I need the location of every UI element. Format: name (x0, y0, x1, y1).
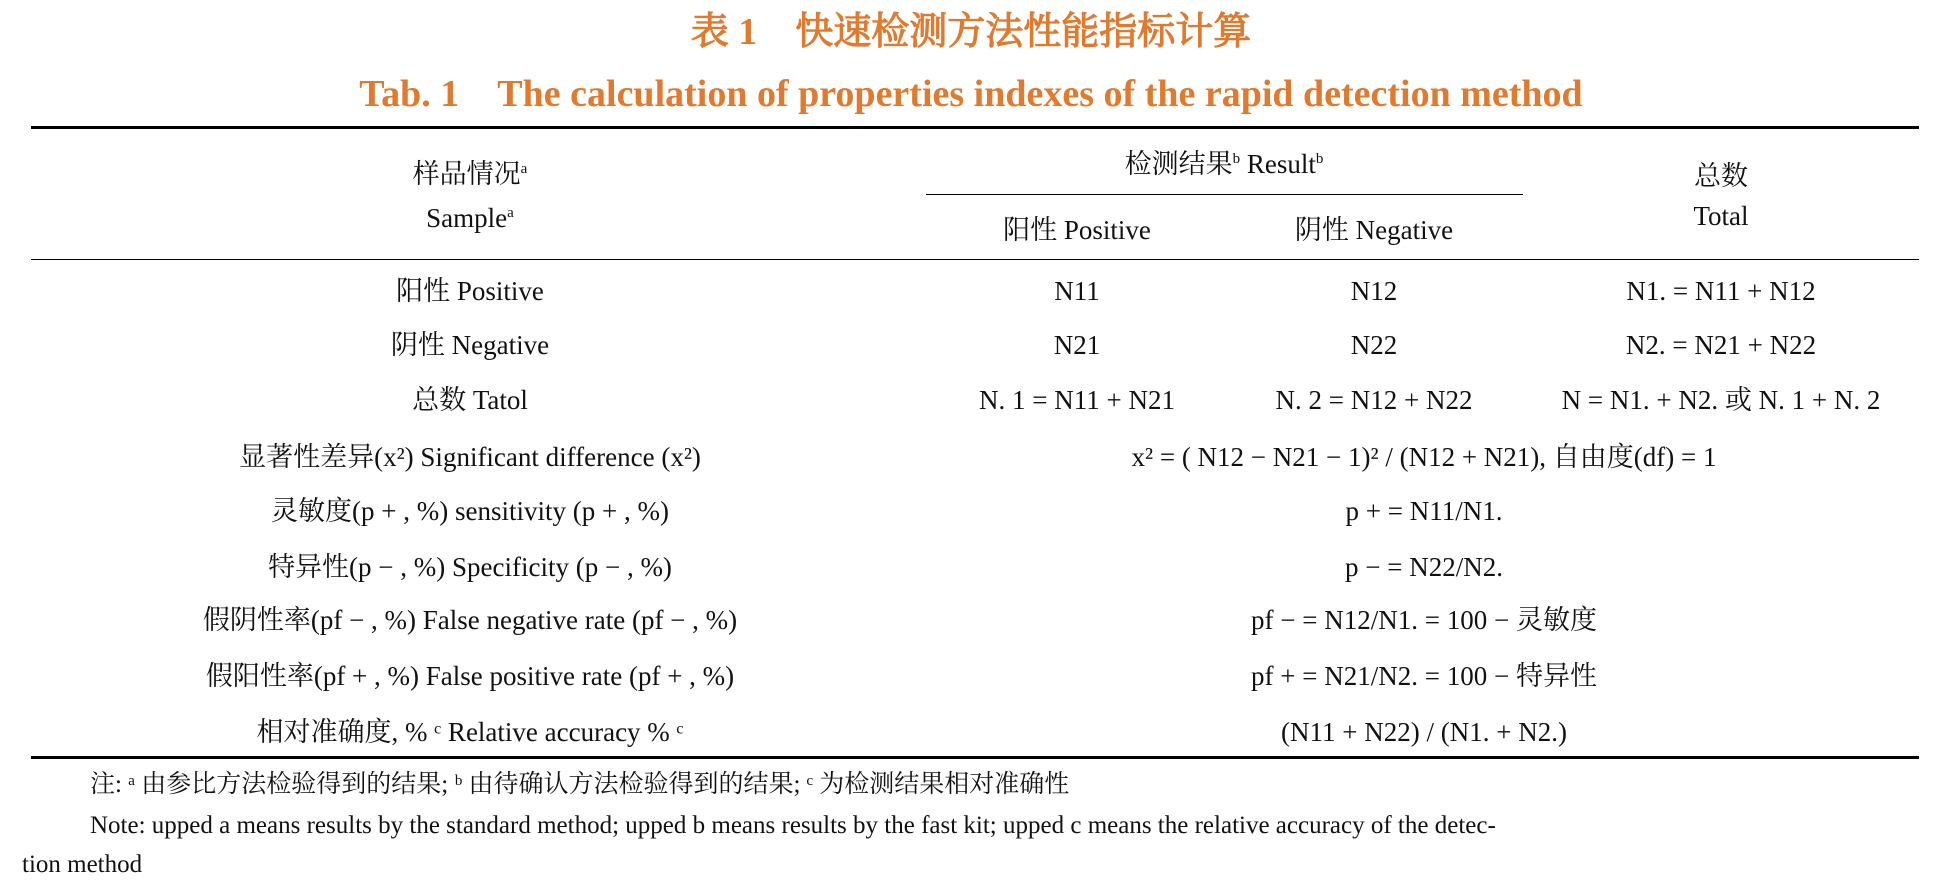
header-subrule (926, 194, 1523, 195)
header-negative: 阴性 Negative (1294, 215, 1454, 245)
header-rule (31, 259, 1919, 260)
header-sample-en: Sample$^a$ (426, 203, 514, 233)
row-label: 假阴性率(pf − , %) False negative rate (pf − , %) (202, 605, 738, 635)
row-formula: (N11 + N22) / (N1. + N2.) (1281, 717, 1567, 747)
cell-positive: N11 (1054, 276, 1100, 306)
row-label: 阳性 Positive (396, 276, 544, 306)
row-formula: pf + = N21/N2. = 100 − 特异性 (1251, 661, 1597, 691)
header-total-en: Total (1693, 201, 1749, 231)
row-formula: p + = N11/N1. (1345, 496, 1503, 526)
bottom-rule (31, 756, 1919, 759)
table-title-cn: 表 1 快速检测方法性能指标计算 (690, 11, 1252, 53)
header-sample-cn: 样品情况$^a$ (412, 159, 528, 189)
cell-total: N1. = N11 + N12 (1626, 276, 1816, 306)
row-label: 总数 Tatol (412, 385, 528, 415)
table-title-en: Tab. 1 The calculation of properties indexes of the rapid detection method (359, 73, 1583, 115)
row-label: 阴性 Negative (390, 330, 550, 360)
row-label: 相对准确度, % ᶜ Relative accuracy % ᶜ (256, 717, 684, 747)
cell-total: N2. = N21 + N22 (1625, 330, 1817, 360)
cell-total: N = N1. + N2. 或 N. 1 + N. 2 (1561, 385, 1881, 415)
row-formula: x² = ( N12 − N21 − 1)² / (N12 + N21), 自由度(df) = 1 (1131, 442, 1717, 472)
cell-positive: N21 (1053, 330, 1101, 360)
cell-negative: N. 2 = N12 + N22 (1275, 385, 1473, 415)
row-label: 假阳性率(pf + , %) False positive rate (pf + , %) (205, 661, 735, 691)
header-result: 检测结果$^b$ Result$^b$ (1124, 149, 1324, 179)
top-rule (31, 126, 1919, 129)
note-cn: 注: ᵃ 由参比方法检验得到的结果; ᵇ 由待确认方法检验得到的结果; ᶜ 为检测结果相对准确性 (90, 771, 1070, 798)
row-formula: p − = N22/N2. (1345, 552, 1503, 582)
header-total-cn: 总数 (1694, 161, 1748, 191)
row-label: 特异性(p − , %) Specificity (p − , %) (268, 552, 672, 582)
cell-negative: N12 (1350, 276, 1398, 306)
header-positive: 阳性 Positive (1003, 215, 1151, 245)
row-label: 显著性差异(x²) Significant difference (x²) (239, 442, 701, 472)
row-formula: pf − = N12/N1. = 100 − 灵敏度 (1251, 605, 1597, 635)
note-en: Note: upped a means results by the standard method; upped b means results by the fast kit; upped c means the relative accuracy of the detec- (90, 812, 1496, 839)
cell-negative: N22 (1350, 330, 1398, 360)
row-label: 灵敏度(p + , %) sensitivity (p + , %) (271, 496, 669, 526)
note-en-cont: tion method (22, 851, 143, 878)
cell-positive: N. 1 = N11 + N21 (979, 385, 1175, 415)
